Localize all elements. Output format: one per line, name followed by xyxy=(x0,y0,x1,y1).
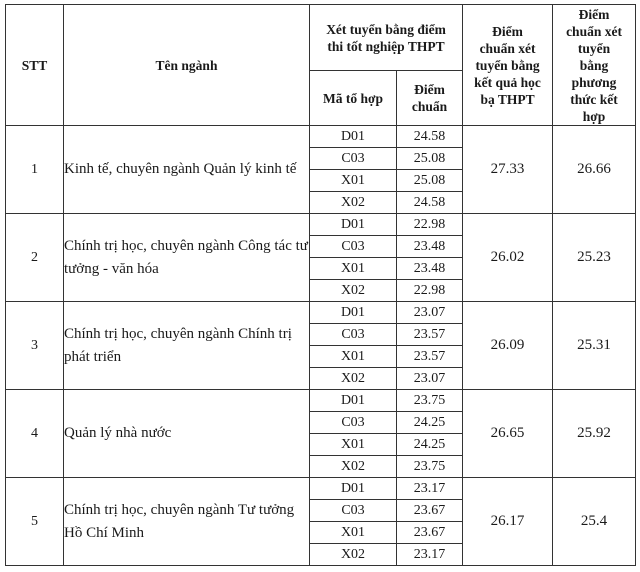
cutoff-score-cell: 23.07 xyxy=(397,368,463,390)
combo-code-cell: C03 xyxy=(310,500,397,522)
cutoff-score-cell: 23.57 xyxy=(397,346,463,368)
combo-code-cell: X01 xyxy=(310,434,397,456)
cutoff-score-cell: 23.67 xyxy=(397,500,463,522)
hocba-score-cell: 26.17 xyxy=(463,478,553,566)
header-combined-line5: phương xyxy=(571,74,617,90)
table-row xyxy=(6,214,636,236)
table-row xyxy=(6,126,636,148)
combo-code-cell: D01 xyxy=(310,302,397,324)
stt-cell: 2 xyxy=(6,214,64,302)
header-score-line2: chuẩn xyxy=(411,99,448,114)
hocba-score-cell: 26.65 xyxy=(463,390,553,478)
combined-score-cell: 25.4 xyxy=(553,478,636,566)
cutoff-score-cell: 25.08 xyxy=(397,170,463,192)
combined-score-cell: 25.92 xyxy=(553,390,636,478)
header-score xyxy=(397,71,463,126)
header-combined-line6: thức kết xyxy=(570,91,618,107)
header-combined-line3: tuyển xyxy=(577,40,611,56)
combo-code-cell: D01 xyxy=(310,478,397,500)
header-hocba-line5: bạ THPT xyxy=(480,91,535,107)
header-thpt-line1: Xét tuyển bằng điểm xyxy=(326,21,446,37)
combo-code-cell: X01 xyxy=(310,346,397,368)
major-cell: Chính trị học, chuyên ngành Chính trị phát triển xyxy=(64,302,310,390)
combo-code-cell: D01 xyxy=(310,126,397,148)
combo-code-cell: X01 xyxy=(310,522,397,544)
combo-code-cell: X02 xyxy=(310,280,397,302)
stt-cell: 5 xyxy=(6,478,64,566)
combo-code-cell: D01 xyxy=(310,214,397,236)
cutoff-score-cell: 23.17 xyxy=(397,478,463,500)
cutoff-score-cell: 24.25 xyxy=(397,434,463,456)
header-thpt-group xyxy=(310,5,463,71)
hocba-score-cell: 27.33 xyxy=(463,126,553,214)
header-combined-line7: hợp xyxy=(582,108,606,124)
table-body xyxy=(6,126,636,566)
header-stt xyxy=(6,5,64,126)
hocba-score-cell: 26.02 xyxy=(463,214,553,302)
combo-code-cell: C03 xyxy=(310,412,397,434)
combo-code-cell: X02 xyxy=(310,192,397,214)
stt-cell: 1 xyxy=(6,126,64,214)
combo-code-cell: X02 xyxy=(310,368,397,390)
combo-code-cell: C03 xyxy=(310,148,397,170)
combined-score-cell: 25.31 xyxy=(553,302,636,390)
combo-code-cell: X01 xyxy=(310,258,397,280)
major-cell: Quản lý nhà nước xyxy=(64,390,310,478)
major-cell: Chính trị học, chuyên ngành Tư tưởng Hồ Chí Minh xyxy=(64,478,310,566)
cutoff-score-cell: 23.57 xyxy=(397,324,463,346)
table-row xyxy=(6,478,636,500)
cutoff-score-cell: 24.58 xyxy=(397,192,463,214)
header-combined xyxy=(553,5,636,126)
header-combined-line2: chuẩn xét xyxy=(566,23,622,39)
combined-score-cell: 25.23 xyxy=(553,214,636,302)
cutoff-score-cell: 24.25 xyxy=(397,412,463,434)
major-cell: Kinh tế, chuyên ngành Quản lý kinh tế xyxy=(64,126,310,214)
combo-code-cell: X01 xyxy=(310,170,397,192)
header-hocba-line4: kết quả học xyxy=(474,74,541,90)
combo-code-cell: C03 xyxy=(310,236,397,258)
header-thpt-line2: thi tốt nghiệp THPT xyxy=(327,38,445,54)
header-combined-line4: bằng xyxy=(579,57,609,73)
combo-code-cell: C03 xyxy=(310,324,397,346)
header-hocba xyxy=(463,5,553,126)
cutoff-score-cell: 23.17 xyxy=(397,544,463,566)
table-row xyxy=(6,302,636,324)
header-combo-text: Mã tổ hợp xyxy=(323,90,383,106)
stt-cell: 3 xyxy=(6,302,64,390)
table-row xyxy=(6,390,636,412)
header-hocba-line2: chuẩn xét xyxy=(479,40,536,56)
combo-code-cell: X02 xyxy=(310,544,397,566)
cutoff-score-cell: 23.07 xyxy=(397,302,463,324)
cutoff-score-cell: 23.48 xyxy=(397,236,463,258)
cutoff-score-cell: 25.08 xyxy=(397,148,463,170)
hocba-score-cell: 26.09 xyxy=(463,302,553,390)
stt-cell: 4 xyxy=(6,390,64,478)
header-hocba-line1: Điểm xyxy=(492,23,523,39)
cutoff-score-cell: 22.98 xyxy=(397,214,463,236)
header-major xyxy=(64,5,310,126)
cutoff-score-cell: 24.58 xyxy=(397,126,463,148)
cutoff-score-cell: 22.98 xyxy=(397,280,463,302)
header-stt-text: STT xyxy=(21,57,48,73)
cutoff-score-cell: 23.75 xyxy=(397,390,463,412)
cutoff-score-cell: 23.48 xyxy=(397,258,463,280)
header-major-text: Tên ngành xyxy=(155,57,218,73)
header-hocba-line3: tuyển bằng xyxy=(475,57,540,73)
combo-code-cell: X02 xyxy=(310,456,397,478)
cutoff-score-cell: 23.67 xyxy=(397,522,463,544)
admission-score-table xyxy=(5,4,636,566)
major-cell: Chính trị học, chuyên ngành Công tác tư tưởng - văn hóa xyxy=(64,214,310,302)
combo-code-cell: D01 xyxy=(310,390,397,412)
table-header xyxy=(6,5,636,126)
header-combo xyxy=(310,71,397,126)
cutoff-score-cell: 23.75 xyxy=(397,456,463,478)
header-score-line1: Điểm xyxy=(414,82,445,97)
combined-score-cell: 26.66 xyxy=(553,126,636,214)
header-combined-line1: Điểm xyxy=(578,6,610,22)
